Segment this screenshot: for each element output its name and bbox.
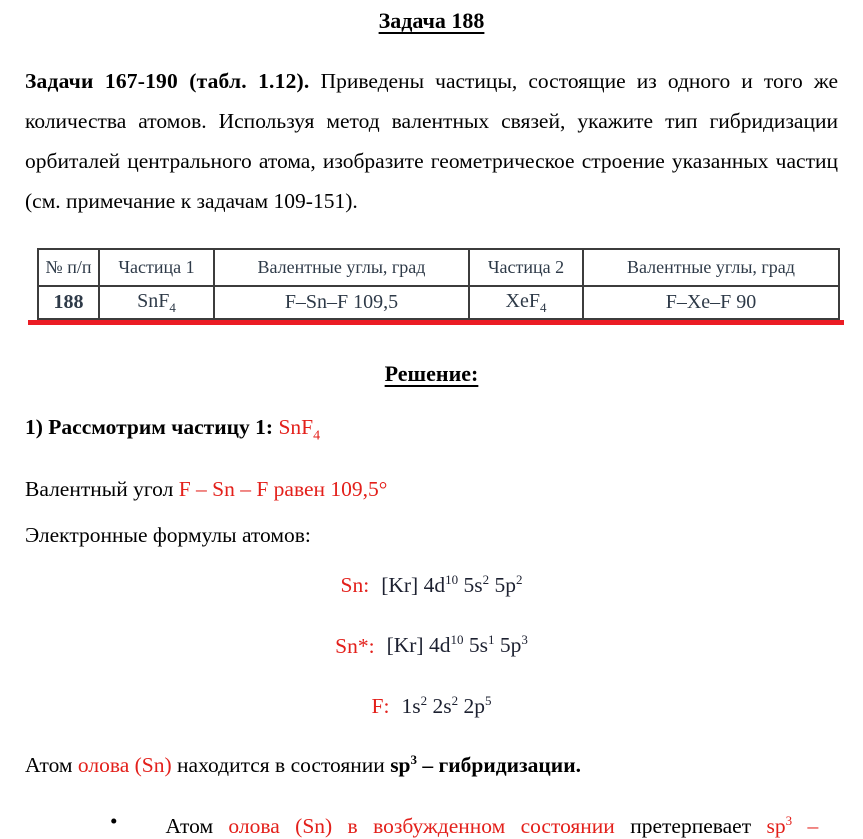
- step1-formula-base: SnF: [278, 415, 314, 439]
- particle1-subscript: 4: [169, 299, 176, 315]
- hybrid-element-red: олова (Sn): [77, 752, 172, 777]
- hybrid-type: [390, 753, 581, 777]
- config-f-seg: 2p: [458, 693, 485, 718]
- config-sn-sup: 10: [445, 572, 459, 588]
- config-sn-sup: 2: [515, 572, 523, 588]
- step1-formula: [278, 415, 321, 444]
- header-number: № п/п: [38, 249, 99, 286]
- config-sn-excited-label: Sn*:: [335, 633, 375, 658]
- header-angles2: Валентные углы, град: [583, 249, 839, 286]
- intro-paragraph: [25, 61, 838, 221]
- config-sn-seg: 5s: [458, 573, 483, 598]
- electron-config-f: [25, 687, 838, 720]
- config-sn-seg: 5p: [489, 573, 516, 598]
- intro-lead: Задачи 167-190 (табл. 1.12).: [25, 69, 310, 93]
- red-underline: [28, 320, 844, 325]
- table-data-row: [38, 286, 839, 319]
- config-f-seg: 2s: [427, 693, 452, 718]
- config-sn-excited-sup: 1: [487, 632, 495, 648]
- config-sn-seg: [Kr] 4d: [381, 573, 446, 598]
- bullet-seg: Атом: [165, 814, 229, 839]
- config-sn-label: Sn:: [340, 573, 370, 598]
- step1-label: 1) Рассмотрим частицу 1:: [25, 415, 279, 439]
- electron-formulas-intro: Электронные формулы атомов:: [25, 523, 311, 548]
- conditions-table-wrap: [25, 248, 838, 325]
- header-particle1: Частица 1: [99, 249, 214, 286]
- valence-angle-line: [25, 476, 838, 502]
- config-sn-excited-seg: 5p: [494, 633, 522, 658]
- hybrid-type-tail: – гибридизации.: [417, 752, 581, 777]
- hybridization-line: [25, 747, 838, 778]
- bullet-seg: претерпевает: [630, 814, 767, 839]
- step1-formula-subscript: 4: [313, 428, 321, 444]
- cell-particle1: [99, 286, 214, 319]
- hybrid-type-sup: 3: [410, 751, 418, 767]
- particle1-formula: SnF: [137, 289, 170, 312]
- config-sn-excited-sup: 3: [521, 632, 528, 648]
- hybrid-text: Атом: [25, 752, 78, 777]
- solution-heading: Решение:: [384, 361, 479, 386]
- header-particle2: Частица 2: [469, 249, 583, 286]
- header-angles1: Валентные углы, град: [214, 249, 469, 286]
- bullet-item: [25, 808, 838, 839]
- config-f-seg: 1s: [401, 693, 421, 718]
- electron-config-sn-excited: [25, 626, 838, 659]
- config-sn-sup: 2: [482, 572, 490, 588]
- intro-text: Приведены частицы, состоящие из одного и того же количества атомов. Используя метод валентных связей, укажите тип гибридизации орбиталей центрального атома, изобразите геометрическое строение указанных частиц (см. примечание к задачам 109-151).: [25, 69, 838, 213]
- config-sn-excited-seg: 5s: [463, 633, 488, 658]
- config-sn-excited-sup: 10: [450, 632, 464, 648]
- electron-config-sn: [25, 566, 838, 599]
- bullet-sp-sup: 3: [785, 812, 793, 828]
- angle-value: F – Sn – F равен 109,5°: [178, 477, 388, 502]
- config-sn-excited-seg: [Kr] 4d: [386, 633, 451, 658]
- table-header-row: [38, 249, 839, 286]
- particle2-formula: XeF: [505, 289, 540, 312]
- hybrid-type-base: sp: [390, 752, 411, 777]
- cell-number: 188: [38, 286, 99, 319]
- cell-particle2: [469, 286, 583, 319]
- bullet-seg-red: олова (Sn) в возбужденном состоянии: [228, 814, 631, 839]
- angle-label: Валентный угол: [25, 477, 179, 502]
- bullet-icon: •: [110, 808, 118, 833]
- cell-angles2: F–Xe–F 90: [583, 286, 839, 319]
- bullet-text: [166, 808, 819, 839]
- page-title: Задача 188: [378, 8, 485, 33]
- hybrid-text: находится в состоянии: [171, 752, 391, 777]
- config-f-sup: 5: [484, 692, 492, 708]
- config-f-label: F:: [371, 693, 390, 718]
- config-f-sup: 2: [451, 692, 459, 708]
- config-f-sup: 2: [420, 692, 428, 708]
- particle2-subscript: 4: [539, 299, 547, 315]
- bullet-sp3-red: [766, 814, 818, 838]
- bullet-sp-base: sp: [766, 814, 786, 839]
- conditions-table: [37, 248, 840, 320]
- step1-line: [25, 414, 838, 449]
- cell-angles1: F–Sn–F 109,5: [214, 286, 469, 319]
- bullet-sp-tail: –: [792, 814, 819, 839]
